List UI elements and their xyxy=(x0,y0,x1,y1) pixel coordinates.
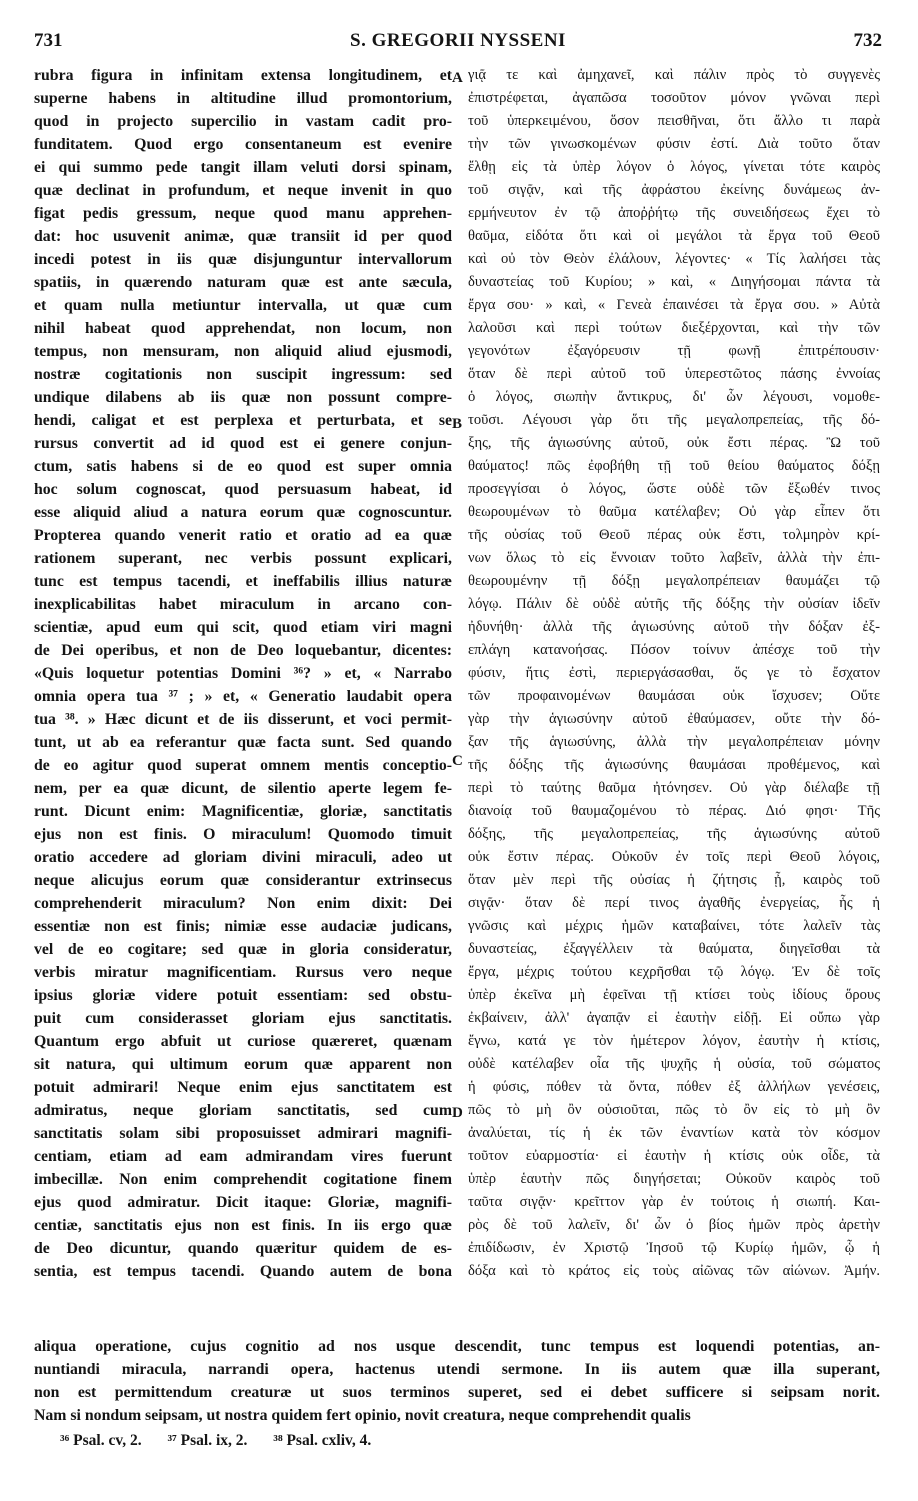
latin-line: «Quis loquetur potentias Domini ³⁶? » et, « Narrabo xyxy=(34,665,452,682)
footnote-37: ³⁷ Psal. ix, 2. xyxy=(167,1432,248,1449)
latin-line: Propterea quando venerit ratio et oratio ad ea quæ xyxy=(34,527,452,544)
latin-line: scientiæ, apud eum qui scit, quod etiam viri magni xyxy=(34,619,452,636)
latin-line: de Deo dicuntur, quando quæritur quidem de es- xyxy=(34,1240,452,1257)
latin-line: Quantum ergo abfuit ut curiose quæreret, quænam xyxy=(34,1033,452,1050)
greek-line: ἀναλύεται, τίς ἡ ἐκ τῶν ἐναντίων κατὰ τὸν κόσμον xyxy=(468,1125,880,1141)
greek-line: ἠδυνήθη· ἀλλὰ τῆς ἁγιωσύνης αὐτοῦ τὴν δόξαν ἐξ- xyxy=(468,619,880,635)
greek-line: δόξα καὶ τὸ κράτος εἰς τοὺς αἰῶνας τῶν αἰώνων. Ἀμήν. xyxy=(468,1263,880,1279)
greek-line: γεγονότων ἐξαγόρευσιν τῇ φωνῇ ἐπιτρέπουσιν· xyxy=(468,343,880,359)
latin-line: nostræ cogitationis non suscipit ingressum: sed xyxy=(34,366,452,383)
latin-line: runt. Dicunt enim: Magnificentiæ, gloriæ, sanctitatis xyxy=(34,803,452,820)
latin-line: spatiis, in quærendo naturam quæ est ante sæcula, xyxy=(34,274,452,291)
latin-line: tunt, ut ab ea referantur quæ facta sunt. Sed quando xyxy=(34,734,452,751)
right-page-number: 732 xyxy=(853,30,882,51)
latin-line: admiratus, neque gloriam sanctitatis, sed cum xyxy=(34,1102,452,1119)
footnote-36: ³⁶ Psal. cv, 2. xyxy=(60,1432,142,1449)
latin-line: de Dei operibus, et non de Deo loquebantur, dicentes: xyxy=(34,642,452,659)
left-page-number: 731 xyxy=(34,30,63,51)
greek-line: σιγᾷν· ὅταν δὲ περί τινος ἀγαθῆς ἐνεργείας, ἧς ἡ xyxy=(468,895,880,911)
greek-column xyxy=(468,64,880,1283)
greek-line: ερμήνευτον ἐν τῷ ἀποῤῥήτῳ τῆς συνειδήσεως ἔχει τὸ xyxy=(468,205,880,221)
greek-line: θαύματος! πῶς ἐφοβήθη τῇ τοῦ θείου θαύματος δόξῃ xyxy=(468,458,880,474)
latin-line: hoc solum cognoscat, quod persuasum habeat, id xyxy=(34,481,452,498)
full-width-text xyxy=(34,1335,880,1427)
footnote-38: ³⁸ Psal. cxliv, 4. xyxy=(273,1432,372,1449)
latin-line: centiam, etiam ad eam admirandam vires fuerunt xyxy=(34,1148,452,1165)
latin-line: inexplicabilitas habet miraculum in arcano con- xyxy=(34,596,452,613)
latin-line: et quam nulla metiuntur intervalla, ut quæ cum xyxy=(34,297,452,314)
greek-line: ἔργα σου· » καὶ, « Γενεὰ ἐπαινέσει τὰ ἔργα σου. » Αὐτὰ xyxy=(468,297,880,313)
greek-line: τῆς δόξης τῆς ἁγιωσύνης θαυμάσαι προθέμενος, καὶ xyxy=(468,757,880,773)
latin-column xyxy=(34,64,452,1283)
footnotes xyxy=(60,1432,393,1450)
latin-line: hendi, caligat et est perplexa et perturbata, et se xyxy=(34,412,452,429)
latin-line: vel de eo cogitare; sed quæ in gloria consideratur, xyxy=(34,941,452,958)
latin-line: dat: hoc usuvenit animæ, quæ transiit id per quod xyxy=(34,228,452,245)
latin-line: superne habens in altitudine illud promontorium, xyxy=(34,90,452,107)
latin-line: tua ³⁸. » Hæc dicunt et de iis disserunt, et voci permit- xyxy=(34,711,452,728)
full-width-line: Nam si nondum seipsam, ut nostra quidem fert opinio, novit creatura, neque comprehendit qualis xyxy=(34,1407,691,1424)
greek-line: περὶ τὸ ταύτης θαῦμα ἠτόνησεν. Οὐ γὰρ διέλαβε τῇ xyxy=(468,780,880,796)
greek-line: διανοίᾳ τοῦ θαυμαζομένου τὸ πέρας. Διό φησι· Τῆς xyxy=(468,803,880,819)
full-width-line: nuntiandi miracula, narrandi opera, hactenus utendi sermone. In iis autem quæ illa superant, xyxy=(34,1361,880,1378)
section-marker-b: B xyxy=(452,416,463,432)
latin-line: omnia opera tua ³⁷ ; » et, « Generatio laudabit opera xyxy=(34,688,452,705)
greek-line: προσεγγίσαι ὁ λόγος, ὥστε οὐδὲ τῶν ἔξωθέν τινος xyxy=(468,481,880,497)
latin-line: essentiæ non est finis; nimiæ esse audaciæ judicans, xyxy=(34,918,452,935)
greek-line: δυναστείας, ἐξαγγέλλειν τὰ θαύματα, διηγεῖσθαι τὰ xyxy=(468,941,880,957)
latin-line: tempus, non mensuram, non aliquid aliud ejusmodi, xyxy=(34,343,452,360)
greek-line: θεωρουμένων τὸ θαῦμα κατέλαβεν; Οὐ γὰρ εἶπεν ὅτι xyxy=(468,504,880,520)
latin-line: sanctitatis solam sibi proposuisset admirari magnifi- xyxy=(34,1125,452,1142)
greek-line: νων ὅλως τὸ εἰς ἔννοιαν τοῦτο λαβεῖν, ἀλλὰ τὴν ἐπι- xyxy=(468,550,880,566)
greek-line: ἐπιδίδωσιν, ἐν Χριστῷ Ἰησοῦ τῷ Κυρίῳ ἡμῶν, ᾧ ἡ xyxy=(468,1240,880,1256)
latin-line: tunc est tempus tacendi, et ineffabilis illius naturæ xyxy=(34,573,452,590)
latin-line: imbecillæ. Non enim comprehendit cogitatione finem xyxy=(34,1171,452,1188)
greek-line: λόγῳ. Πάλιν δὲ οὐδὲ αὐτῆς τῆς δόξης τὴν οὐσίαν ἰδεῖν xyxy=(468,596,880,612)
latin-line: puit cum considerasset gloriam ejus sanctitatis. xyxy=(34,1010,452,1027)
full-width-line: non est permittendum creaturæ ut suos terminos superet, sed ei debet sufficere si seipsam norit. xyxy=(34,1384,880,1401)
greek-line: ἐπιστρέφεται, ἀγαπῶσα τοσοῦτον μόνον γνῶναι περὶ xyxy=(468,90,880,106)
latin-line: incedi potest in iis quæ disjunguntur intervallorum xyxy=(34,251,452,268)
greek-line: οὐδὲ κατέλαβεν οἷα τῆς ψυχῆς ἡ οὐσία, τοῦ σώματος xyxy=(468,1056,880,1072)
greek-line: επλάγη κατανοήσας. Πόσον τοίνυν ἀπέσχε τοῦ τὴν xyxy=(468,642,880,658)
greek-line: γνῶσις καὶ μέχρις ἡμῶν καταβαίνει, τότε λαλεῖν τὰς xyxy=(468,918,880,934)
greek-line: ξης, τῆς ἁγιωσύνης αὐτοῦ, οὐκ ἔστι πέρας. Ὢ τοῦ xyxy=(468,435,880,451)
latin-line: sit natura, qui ultimum eorum quæ apparent non xyxy=(34,1056,452,1073)
greek-line: ὅταν μὲν περὶ τῆς οὐσίας ἡ ζήτησις ᾖ, καιρὸς τοῦ xyxy=(468,872,880,888)
greek-line: ρὸς δὲ τοῦ λαλεῖν, δι' ὧν ὁ βίος ἡμῶν πρὸς ἀρετὴν xyxy=(468,1217,880,1233)
latin-line: potuit admirari! Neque enim ejus sanctitatem est xyxy=(34,1079,452,1096)
greek-line: ἐκβαίνειν, ἀλλ' ἀγαπᾷν εἰ ἑαυτὴν εἰδῇ. Εἰ οὔπω γὰρ xyxy=(468,1010,880,1026)
greek-line: τοῦσι. Λέγουσι γὰρ ὅτι τῆς μεγαλοπρεπείας, τῆς δό- xyxy=(468,412,880,428)
latin-line: nem, per ea quæ dicunt, de silentio aperte legem fe- xyxy=(34,780,452,797)
latin-line: neque alicujus eorum quæ considerantur extrinsecus xyxy=(34,872,452,889)
latin-line: ctum, satis habens si de eo quod est super omnia xyxy=(34,458,452,475)
latin-line: quod in projecto supercilio in vastam cadit pro- xyxy=(34,113,452,130)
greek-line: πῶς τὸ μὴ ὂν οὐσιοῦται, πῶς τὸ ὂν εἰς τὸ μὴ ὂν xyxy=(468,1102,880,1118)
section-marker-c: C xyxy=(452,753,463,769)
latin-line: comprehenderit miraculum? Non enim dixit: Dei xyxy=(34,895,452,912)
latin-line: ipsius gloriæ videre potuit essentiam: sed obstu- xyxy=(34,987,452,1004)
latin-line: rursus convertit ad id quod est ei genere conjun- xyxy=(34,435,452,452)
latin-line: centiæ, sanctitatis ejus non est finis. In iis ergo quæ xyxy=(34,1217,452,1234)
section-marker-a: A xyxy=(452,70,463,86)
greek-line: λαλοῦσι καὶ περὶ τούτων διεξέρχονται, καὶ τὴν τῶν xyxy=(468,320,880,336)
greek-line: τῶν προφαινομένων θαυμάσαι οὐκ ἴσχυσεν; Οὔτε xyxy=(468,688,880,704)
greek-line: γιᾷ τε καὶ ἀμηχανεῖ, καὶ πάλιν πρὸς τὸ συγγενὲς xyxy=(468,67,880,83)
full-width-line: aliqua operatione, cujus cognitio ad nos usque descendit, tunc tempus est loquendi potentias, an- xyxy=(34,1338,880,1355)
greek-line: ὁ λόγος, σιωπὴν ἄντικρυς, δι' ὧν λέγουσι, νομοθε- xyxy=(468,389,880,405)
greek-line: ταῦτα σιγᾷν· κρεῖττον γὰρ ἐν τούτοις ἡ σιωπή. Και- xyxy=(468,1194,880,1210)
greek-line: τῆς οὐσίας τοῦ Θεοῦ πέρας οὐκ ἔστι, τολμηρὸν κρί- xyxy=(468,527,880,543)
greek-line: ἔργα, μέχρις τούτου κεχρῆσθαι τῷ λόγῳ. Ἐν δὲ τοῖς xyxy=(468,964,880,980)
greek-line: θεωρουμένην τῇ δόξῃ μεγαλοπρέπειαν θαυμάζει τῷ xyxy=(468,573,880,589)
greek-line: ὑπὲρ ἐκεῖνα μὴ ἐφεῖναι τῇ κτίσει τοὺς ἰδίους ὅρους xyxy=(468,987,880,1003)
latin-line: rubra figura in infinitam extensa longitudinem, et xyxy=(34,67,452,84)
latin-line: funditatem. Quod ergo consentaneum est evenire xyxy=(34,136,452,153)
greek-line: δόξης, τῆς μεγαλοπρεπείας, τῆς ἁγιωσύνης αὐτοῦ xyxy=(468,826,880,842)
greek-line: τοῦ σιγᾷν, καὶ τῆς ἀφράστου ἐκείνης δυνάμεως ἀν- xyxy=(468,182,880,198)
latin-line: sentia, est tempus tacendi. Quando autem de bona xyxy=(34,1263,452,1280)
running-title: S. GREGORII NYSSENI xyxy=(350,30,566,51)
latin-line: oratio accedere ad gloriam divini miraculi, adeo ut xyxy=(34,849,452,866)
greek-line: οὐκ ἔστιν πέρας. Οὐκοῦν ἐν τοῖς περὶ Θεοῦ λόγοις, xyxy=(468,849,880,865)
greek-line: ἡ φύσις, πόθεν τὰ ὄντα, πόθεν ἐξ ἀλλήλων γενέσεις, xyxy=(468,1079,880,1095)
section-marker-d: D xyxy=(452,1105,463,1121)
latin-line: undique dilabens ab iis quæ non possunt compre- xyxy=(34,389,452,406)
greek-line: τὴν τῶν γινωσκομένων φύσιν ἐστί. Διὰ τοῦτο ὅταν xyxy=(468,136,880,152)
latin-line: de eo agitur quod superat omnem mentis conceptio- xyxy=(34,757,452,774)
greek-line: γὰρ τὴν ἁγιωσύνην αὐτοῦ ἐθαύμασεν, οὔτε τὴν δό- xyxy=(468,711,880,727)
greek-line: ἔλθῃ εἰς τὰ ὑπὲρ λόγον ὁ λόγος, γίνεται τότε καιρὸς xyxy=(468,159,880,175)
greek-line: δυναστείας τοῦ Κυρίου; » καὶ, « Διηγήσομαι πάντα τὰ xyxy=(468,274,880,290)
greek-line: τοῦ ὑπερκειμένου, ὅσον πεισθῆναι, ὅτι ἄλλο τι παρὰ xyxy=(468,113,880,129)
latin-line: rationem superant, nec verbis possunt explicari, xyxy=(34,550,452,567)
latin-line: esse aliquid aliud a natura eorum quæ cognoscuntur. xyxy=(34,504,452,521)
latin-line: nihil habeat quod apprehendat, non locum, non xyxy=(34,320,452,337)
latin-line: ei qui summo pede tangit illam veluti dorsi spinam, xyxy=(34,159,452,176)
greek-line: φύσιν, ἥτις ἐστὶ, περιεργάσασθαι, ὅς γε τὸ ἔσχατον xyxy=(468,665,880,681)
greek-line: θαῦμα, εἰδότα ὅτι καὶ οἱ μεγάλοι τὰ ἔργα τοῦ Θεοῦ xyxy=(468,228,880,244)
latin-line: ejus non est finis. O miraculum! Quomodo timuit xyxy=(34,826,452,843)
latin-line: ejus quod admiratur. Dicit itaque: Gloriæ, magnifi- xyxy=(34,1194,452,1211)
greek-line: τοῦτον εὐαρμοστία· εἰ ἑαυτὴν ἡ κτίσις οὐκ οἶδε, τὰ xyxy=(468,1148,880,1164)
greek-line: καὶ οὐ τὸν Θεὸν ἐλάλουν, λέγοντες· « Τίς λαλήσει τὰς xyxy=(468,251,880,267)
latin-line: figat pedis gressum, neque quod manu apprehen- xyxy=(34,205,452,222)
greek-line: ὑπὲρ ἑαυτὴν πῶς διηγήσεται; Οὐκοῦν καιρὸς τοῦ xyxy=(468,1171,880,1187)
latin-line: quæ declinat in profundum, et neque invenit in quo xyxy=(34,182,452,199)
greek-line: ξαν τῆς ἁγιωσύνης, ἀλλὰ τὴν μεγαλοπρέπειαν μόνην xyxy=(468,734,880,750)
greek-line: ἔγνω, κατά γε τὸν ἡμέτερον λόγον, ἑαυτὴν ἡ κτίσις, xyxy=(468,1033,880,1049)
latin-line: verbis miratur magnificentiam. Rursus vero neque xyxy=(34,964,452,981)
greek-line: ὅταν δὲ περὶ αὐτοῦ τοῦ ὑπερεστῶτος πάσης ἐννοίας xyxy=(468,366,880,382)
page-header xyxy=(34,30,882,56)
